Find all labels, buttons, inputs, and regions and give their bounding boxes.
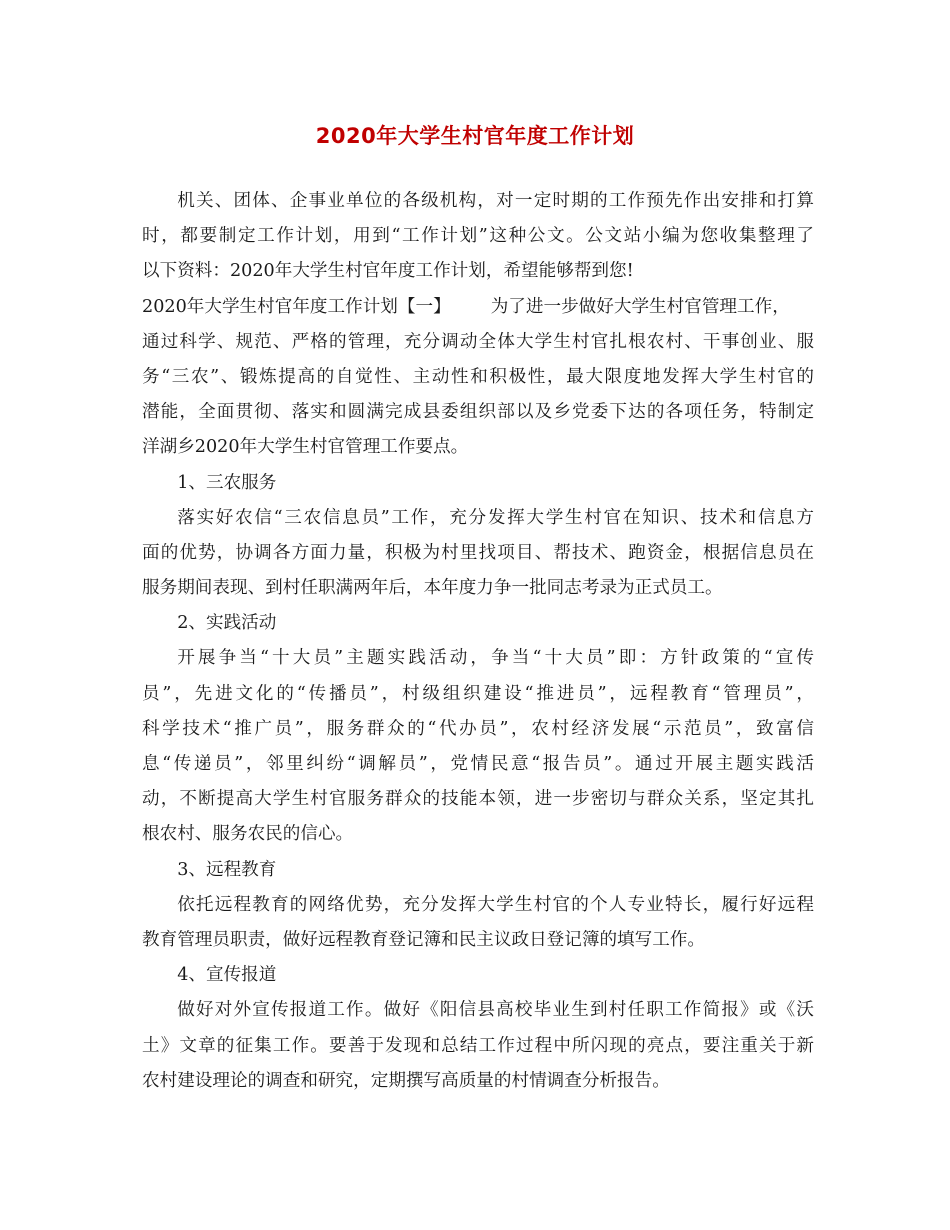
paragraph-line: 根农村、服务农民的信心。: [142, 824, 354, 845]
paragraph-line: 息“传递员”，邻里纠纷“调解员”，党情民意“报告员”。通过开展主题实践活: [142, 754, 814, 774]
paragraph-line: 科学技术“推广员”，服务群众的“代办员”，农村经济发展“示范员”，致富信: [142, 718, 814, 739]
paragraph-line: 动，不断提高大学生村官服务群众的技能本领，进一步密切与群众关系，坚定其扎: [142, 789, 814, 810]
paragraph-line: 员”，先进文化的“传播员”，村级组织建设“推进员”，远程教育“管理员”，: [142, 683, 814, 704]
section-heading-line: [142, 290, 814, 325]
paragraph-line: 服务期间表现、到村任职满两年后，本年度力争一批同志考录为正式员工。: [142, 578, 723, 599]
item-heading: 2、实践活动: [177, 613, 277, 634]
paragraph-line: 开展争当“十大员”主题实践活动，争当“十大员”即：方针政策的“宣传: [177, 648, 814, 669]
paragraph-line: 通过科学、规范、严格的管理，充分调动全体大学生村官扎根农村、干事创业、服: [142, 331, 814, 352]
item-heading: 4、宣传报道: [177, 965, 277, 986]
paragraph-line: 落实好农信“三农信息员”工作，充分发挥大学生村官在知识、技术和信息方: [177, 507, 814, 528]
document-body: [142, 184, 814, 1099]
paragraph-line: 务“三农”、锻炼提高的自觉性、主动性和积极性，最大限度地发挥大学生村官的: [142, 366, 814, 387]
paragraph-line: 做好对外宣传报道工作。做好《阳信县高校毕业生到村任职工作简报》或《沃: [177, 1000, 814, 1021]
paragraph-line: 机关、团体、企事业单位的各级机构，对一定时期的工作预先作出安排和打算: [177, 191, 814, 211]
paragraph-line: 时，都要制定工作计划，用到“工作计划”这种公文。公文站小编为您收集整理了: [142, 226, 814, 247]
paragraph-line: 土》文章的征集工作。要善于发现和总结工作过程中所闪现的亮点，要注重关于新: [142, 1035, 814, 1056]
section-heading: 2020年大学生村官年度工作计划【一】: [142, 296, 451, 317]
paragraph-text: 为了进一步做好大学生村官管理工作，: [490, 296, 790, 317]
paragraph-line: 潜能，全面贯彻、落实和圆满完成县委组织部以及乡党委下达的各项任务，特制定: [142, 402, 814, 423]
item-heading: 3、远程教育: [177, 859, 277, 880]
paragraph-line: 农村建设理论的调查和研究，定期撰写高质量的村情调查分析报告。: [142, 1070, 670, 1091]
document-title: 2020年大学生村官年度工作计划: [315, 124, 635, 148]
paragraph-line: 洋湖乡2020年大学生村官管理工作要点。: [142, 437, 469, 458]
item-heading: 1、三农服务: [177, 472, 277, 493]
paragraph-line: 教育管理员职责，做好远程教育登记簿和民主议政日登记簿的填写工作。: [142, 929, 706, 950]
paragraph-line: 以下资料：2020年大学生村官年度工作计划，希望能够帮到您!: [142, 261, 634, 282]
paragraph-line: 依托远程教育的网络优势，充分发挥大学生村官的个人专业特长，履行好远程: [177, 894, 814, 915]
paragraph-line: 面的优势，协调各方面力量，积极为村里找项目、帮技术、跑资金，根据信息员在: [142, 542, 814, 563]
